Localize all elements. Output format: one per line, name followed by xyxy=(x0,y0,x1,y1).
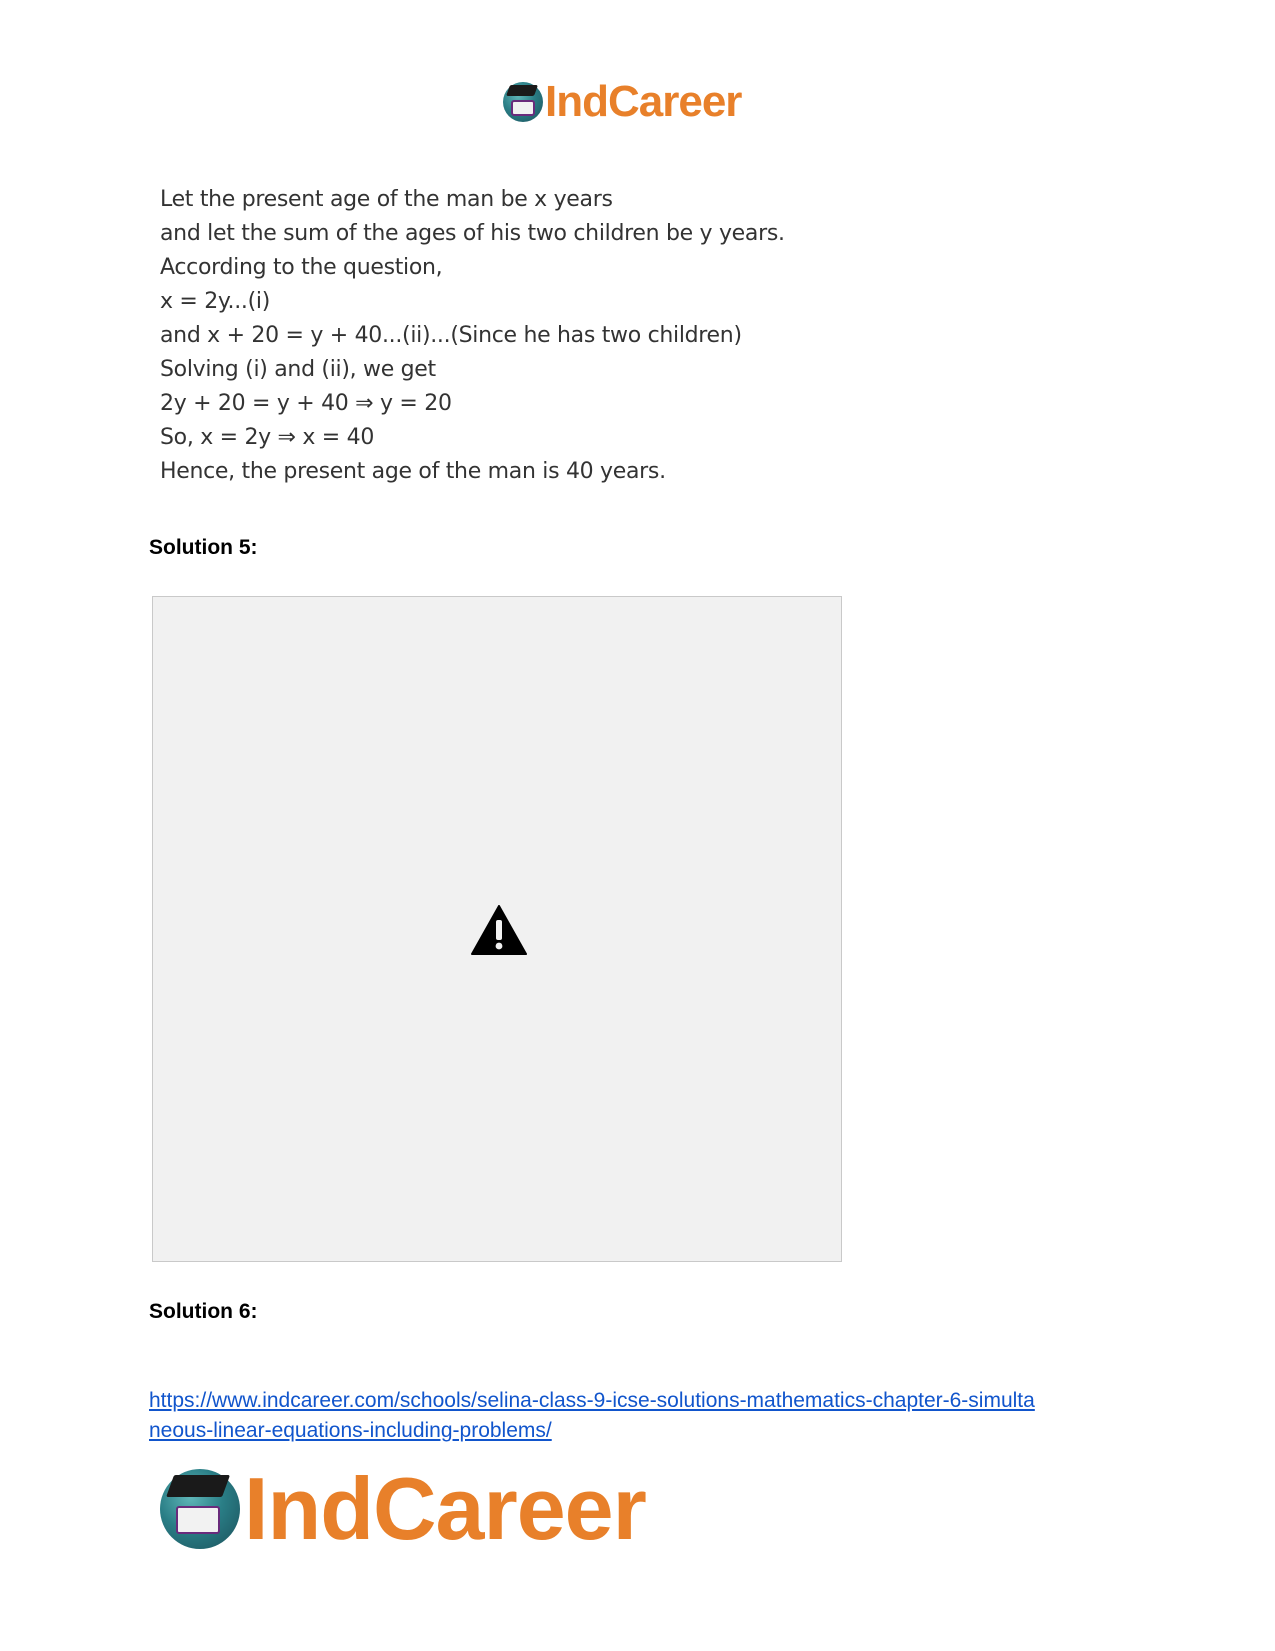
text-line: x = 2y...(i) xyxy=(160,289,270,314)
text-line: and let the sum of the ages of his two children be y years. xyxy=(160,221,785,246)
text-line: According to the question, xyxy=(160,255,443,280)
text-line: and x + 20 = y + 40...(ii)...(Since he has two children) xyxy=(160,323,742,348)
logo-text: IndCareer xyxy=(545,77,742,126)
indcareer-logo-top xyxy=(503,77,742,126)
broken-image-placeholder xyxy=(152,596,842,1262)
text-line: Let the present age of the man be x years xyxy=(160,187,613,212)
globe-icon xyxy=(160,1469,240,1549)
solution-4-text xyxy=(160,183,920,489)
warning-icon xyxy=(471,905,527,955)
source-link[interactable] xyxy=(149,1386,1129,1446)
text-line: 2y + 20 = y + 40 ⇒ y = 20 xyxy=(160,391,452,416)
text-line: Hence, the present age of the man is 40 years. xyxy=(160,459,666,484)
text-line: So, x = 2y ⇒ x = 40 xyxy=(160,425,375,450)
link-line-1[interactable]: https://www.indcareer.com/schools/selina-class-9-icse-solutions-mathematics-chapter-6-simulta xyxy=(149,1389,1035,1412)
logo-text: IndCareer xyxy=(244,1459,646,1558)
solution-5-heading: Solution 5: xyxy=(149,536,258,559)
solution-6-heading: Solution 6: xyxy=(149,1300,258,1323)
text-line: Solving (i) and (ii), we get xyxy=(160,357,436,382)
indcareer-logo-bottom xyxy=(160,1459,646,1558)
link-line-2[interactable]: neous-linear-equations-including-problems/ xyxy=(149,1419,552,1442)
globe-icon xyxy=(503,82,543,122)
